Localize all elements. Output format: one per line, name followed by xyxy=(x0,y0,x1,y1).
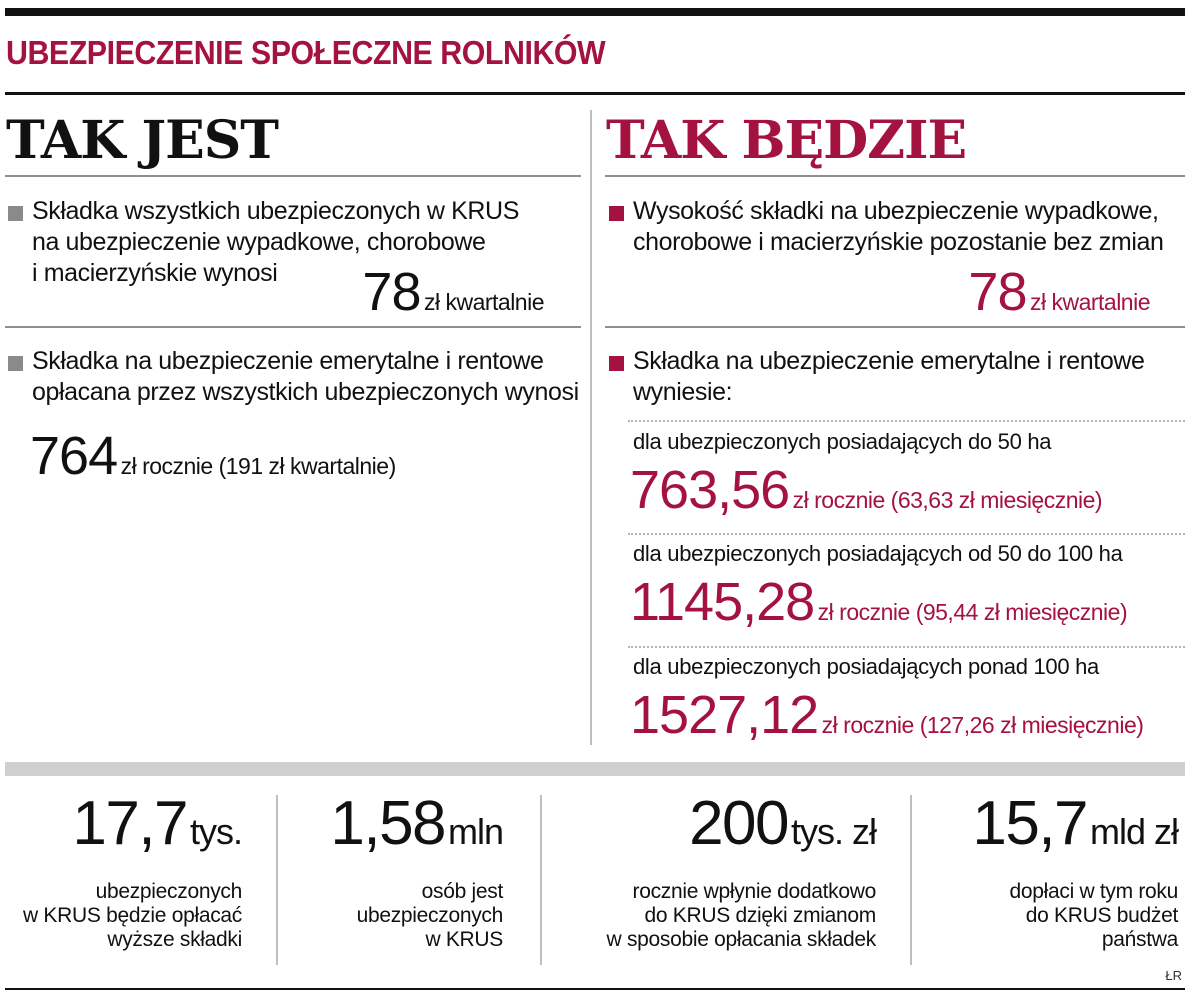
red-bullet-icon xyxy=(609,206,624,221)
stat3-number: 200 xyxy=(689,789,789,858)
tier3-number: 1527,12 xyxy=(630,685,819,745)
left-item1-line2: na ubezpieczenie wypadkowe, chorobowe xyxy=(32,228,486,256)
left-item-divider xyxy=(5,326,581,328)
red-bullet-icon xyxy=(609,356,624,371)
tier2-number: 1145,28 xyxy=(630,572,815,632)
stat1-value xyxy=(72,789,242,858)
header-rule xyxy=(5,92,1185,95)
right-item-divider xyxy=(605,326,1185,328)
left-item2-line1: Składka na ubezpieczenie emerytalne i rentowe xyxy=(32,347,544,375)
stat-divider xyxy=(910,795,912,965)
stat4-unit: mld zł xyxy=(1089,811,1178,852)
left-column-title: TAK JEST xyxy=(6,110,278,171)
stat-divider xyxy=(276,795,278,965)
tier1-value xyxy=(630,462,1102,518)
left-item1-unit: zł kwartalnie xyxy=(423,289,544,315)
left-item2-unit: zł rocznie (191 zł kwartalnie) xyxy=(120,453,396,479)
tier-divider xyxy=(628,420,1185,422)
tier-divider xyxy=(628,646,1185,648)
left-item1-line3: i macierzyńskie wynosi xyxy=(32,259,278,287)
right-item2-line1: Składka na ubezpieczenie emerytalne i rentowe xyxy=(633,347,1145,375)
right-item2-line2: wyniesie: xyxy=(633,378,733,406)
stat3-unit: tys. zł xyxy=(790,811,876,852)
tier1-unit: zł rocznie (63,63 zł miesięcznie) xyxy=(792,487,1103,513)
left-item2-number: 764 xyxy=(30,426,118,486)
stat3-value xyxy=(689,789,876,858)
stat2-description: osób jest ubezpieczonych w KRUS xyxy=(356,880,503,951)
author-credit: ŁR xyxy=(1165,968,1182,983)
tier2-value xyxy=(630,574,1127,630)
right-column-title: TAK BĘDZIE xyxy=(606,110,967,171)
right-item1-number: 78 xyxy=(968,262,1027,322)
left-item1-line1: Składka wszystkich ubezpieczonych w KRUS xyxy=(32,197,519,225)
stat1-number: 17,7 xyxy=(72,789,188,858)
right-item1-value xyxy=(968,264,1150,320)
tier2-label: dla ubezpieczonych posiadających od 50 do 100 ha xyxy=(633,541,1123,566)
right-item1-line1: Wysokość składki na ubezpieczenie wypadkowe, xyxy=(633,197,1159,225)
stat2-number: 1,58 xyxy=(330,789,446,858)
left-item1-value xyxy=(362,264,544,320)
grey-bullet-icon xyxy=(8,356,23,371)
stat-divider xyxy=(540,795,542,965)
tier3-unit: zł rocznie (127,26 zł miesięcznie) xyxy=(821,712,1144,738)
tier2-unit: zł rocznie (95,44 zł miesięcznie) xyxy=(817,599,1128,625)
stats-band xyxy=(5,762,1185,776)
tier-divider xyxy=(628,533,1185,535)
stat4-number: 15,7 xyxy=(972,789,1088,858)
top-rule xyxy=(5,8,1185,16)
left-item2-line2: opłacana przez wszystkich ubezpieczonych wynosi xyxy=(32,378,579,406)
column-divider xyxy=(590,110,592,745)
stat1-description: ubezpieczonych w KRUS będzie opłacać wyższe składki xyxy=(23,880,242,951)
right-item1-unit: zł kwartalnie xyxy=(1029,289,1150,315)
bottom-rule xyxy=(5,988,1185,990)
left-item2-value xyxy=(30,428,396,484)
grey-bullet-icon xyxy=(8,206,23,221)
tier1-label: dla ubezpieczonych posiadających do 50 ha xyxy=(633,429,1052,454)
stat2-unit: mln xyxy=(447,811,503,852)
left-title-rule xyxy=(5,175,581,177)
tier3-value xyxy=(630,687,1143,743)
right-item1-line2: chorobowe i macierzyńskie pozostanie bez zmian xyxy=(633,228,1164,256)
stat3-description: rocznie wpłynie dodatkowo do KRUS dzięki zmianom w sposobie opłacania składek xyxy=(606,880,876,951)
left-item1-number: 78 xyxy=(362,262,421,322)
page-title: UBEZPIECZENIE SPOŁECZNE ROLNIKÓW xyxy=(6,34,606,71)
stat4-value xyxy=(972,789,1178,858)
tier1-number: 763,56 xyxy=(630,460,790,520)
stat4-description: dopłaci w tym roku do KRUS budżet państwa xyxy=(1009,880,1178,951)
tier3-label: dla ubezpieczonych posiadających ponad 100 ha xyxy=(633,654,1099,679)
right-title-rule xyxy=(605,175,1185,177)
stat1-unit: tys. xyxy=(189,811,242,852)
stat2-value xyxy=(330,789,503,858)
